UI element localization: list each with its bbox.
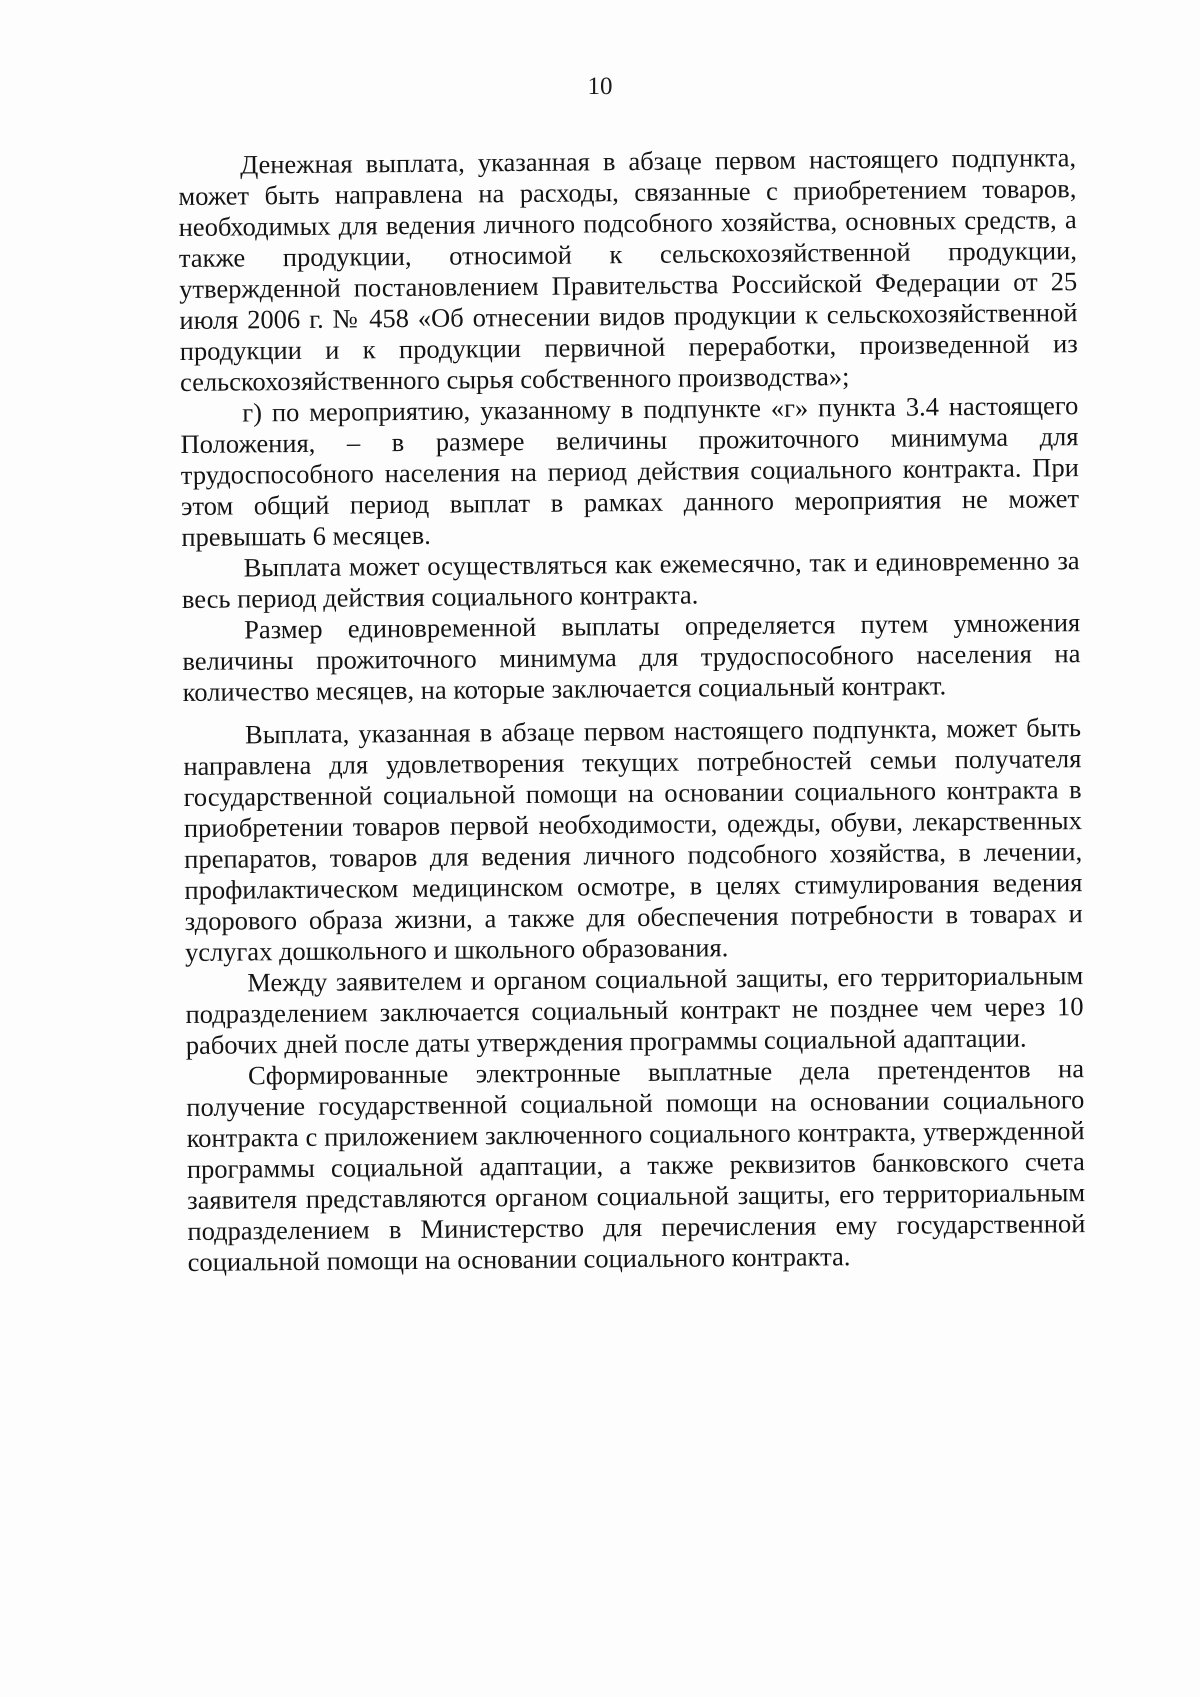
page-number: 10	[587, 73, 613, 100]
paragraph-contract-conclusion: Между заявителем и органом социальной защиты, его территориальным подразделением заключается социальный контракт не позднее чем через 10 рабочих дней после даты утверждения программы социальной адаптации.	[185, 960, 1084, 1060]
paragraph-payment-frequency: Выплата может осуществляться как ежемесячно, так и единовременно за весь период действия социального контракта.	[181, 545, 1080, 614]
document-body	[178, 142, 1086, 1278]
paragraph-lump-sum-amount: Размер единовременной выплаты определяется путем умножения величины прожиточного минимума для трудоспособного населения на количество месяцев, на которые заключается социальный контракт.	[182, 607, 1081, 707]
paragraph-cash-payment-expenses: Денежная выплата, указанная в абзаце первом настоящего подпункта, может быть направлена на расходы, связанные с приобретением товаров, необходимых для ведения личного подсобного хозяйства, основных средств, а также продукции, относимой к сельскохозяйственной продукции, утвержденной постановлением Правительства Российской Федерации от 25 июля 2006 г. № 458 «Об отнесении видов продукции к сельскохозяйственной продукции и к продукции первичной переработки, произведенной из сельскохозяйственного сырья собственного производства»;	[178, 142, 1078, 397]
paragraph-payment-files-submission: Сформированные электронные выплатные дела претендентов на получение государственной социальной помощи на основании социального контракта с приложением заключенного социального контракта, утвержденной программы социальной адаптации, а также реквизитов банковского счета заявителя представляются органом социальной защиты, его территориальным подразделением в Министерство для перечисления ему государственной социальной помощи на основании социального контракта.	[186, 1053, 1086, 1277]
paragraph-item-g-measure: г) по мероприятию, указанному в подпункте «г» пункта 3.4 настоящего Положения, – в размере величины прожиточного минимума для трудоспособного населения на период действия социального контракта. При этом общий период выплат в рамках данного мероприятия не может превышать 6 месяцев.	[180, 390, 1080, 552]
paragraph-current-needs-payment: Выплата, указанная в абзаце первом настоящего подпункта, может быть направлена для удовлетворения текущих потребностей семьи получателя государственной социальной помощи на основании социального контракта в приобретении товаров первой необходимости, одежды, обуви, лекарственных препаратов, товаров для ведения личного подсобного хозяйства, в лечении, профилактическом медицинском осмотре, в целях стимулирования ведения здорового образа жизни, а также для обеспечения потребности в товарах и услугах дошкольного и школьного образования.	[183, 712, 1083, 967]
